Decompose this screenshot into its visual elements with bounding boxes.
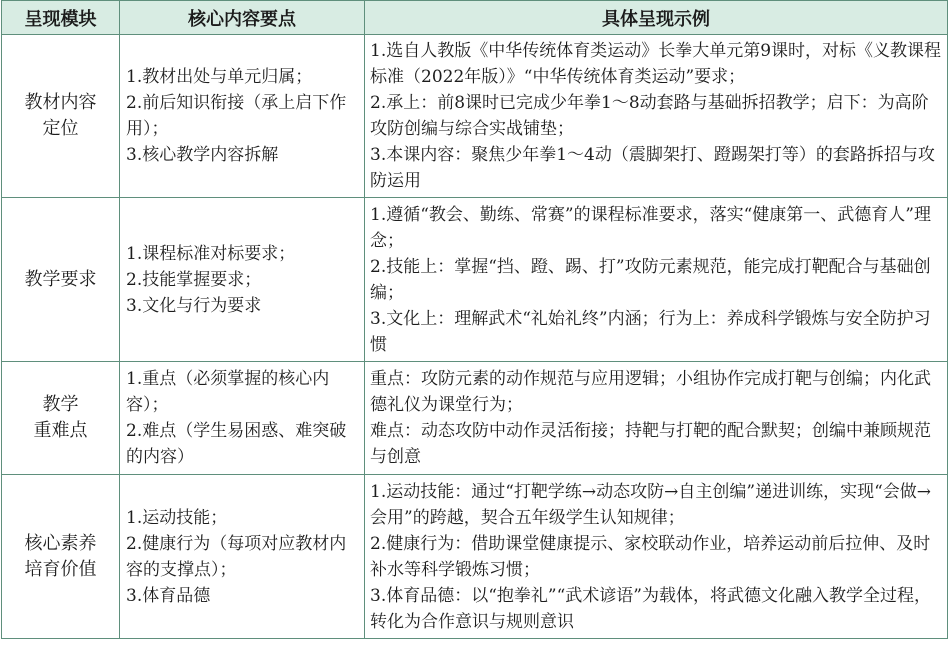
module-label: 核心素养 [24, 532, 97, 554]
core-point: 2.前后知识衔接（承上启下作用）； [126, 93, 347, 139]
header-core-points: 核心内容要点 [120, 1, 365, 35]
module-label: 教学要求 [24, 268, 97, 290]
module-cell [2, 35, 120, 198]
example-item: 1.遵循“教会、勤练、常赛”的课程标准要求，落实“健康第一、武德育人”理念； [370, 204, 931, 251]
table-row [2, 198, 948, 362]
core-point: 3.体育品德 [126, 585, 211, 606]
core-points-cell [120, 198, 365, 362]
core-point: 1.重点（必须掌握的核心内容）； [126, 369, 330, 415]
example-item: 2.技能上：掌握“挡、蹬、踢、打”攻防元素规范，能完成打靶配合与基础创编； [370, 256, 931, 303]
module-label: 重难点 [33, 420, 88, 441]
core-point: 2.健康行为（每项对应教材内容的支撑点）； [126, 533, 347, 580]
core-point: 1.教材出处与单元归属； [126, 67, 313, 87]
module-cell [2, 362, 120, 475]
example-item: 2.承上：前8课时已完成少年拳1～8动套路与基础拆招教学；启下：为高阶攻防创编与综合实战铺垫； [370, 93, 929, 139]
core-points-cell [120, 35, 365, 198]
example-item: 2.健康行为：借助课堂健康提示、家校联动作业，培养运动前后拉伸、及时补水等科学锻炼习惯； [370, 533, 931, 580]
content-table [1, 0, 948, 639]
example-cell [365, 198, 948, 362]
core-point: 2.难点（学生易困惑、难突破的内容） [126, 421, 347, 467]
core-point: 1.课程标准对标要求； [126, 243, 296, 264]
module-cell [2, 475, 120, 639]
module-label: 定位 [42, 118, 79, 139]
table-row [2, 35, 948, 198]
example-item: 1.选自人教版《中华传统体育类运动》长拳大单元第9课时，对标《义教课程标准（2022年版）》“中华传统体育类运动”要求； [370, 41, 942, 87]
header-row [2, 1, 948, 35]
header-example: 具体呈现示例 [365, 1, 948, 35]
example-item: 3.本课内容：聚焦少年拳1～4动（震脚架打、蹬踢架打等）的套路拆招与攻防运用 [370, 145, 935, 191]
example-cell [365, 362, 948, 475]
example-item: 3.体育品德：以“抱拳礼”“武术谚语”为载体，将武德文化融入教学全过程，转化为合作意识与规则意识 [370, 585, 931, 632]
table-row [2, 475, 948, 639]
example-item: 难点：动态攻防中动作灵活衔接；持靶与打靶的配合默契；创编中兼顾规范与创意 [370, 421, 931, 467]
header-module: 呈现模块 [2, 1, 120, 35]
example-item: 重点：攻防元素的动作规范与应用逻辑；小组协作完成打靶与创编；内化武德礼仪为课堂行为； [370, 369, 931, 415]
core-point: 1.运动技能； [126, 507, 228, 528]
example-item: 3.文化上：理解武术“礼始礼终”内涵；行为上：养成科学锻炼与安全防护习惯 [370, 308, 931, 355]
table-row [2, 362, 948, 475]
example-cell [365, 35, 948, 198]
module-cell [2, 198, 120, 362]
example-cell [365, 475, 948, 639]
core-points-cell [120, 475, 365, 639]
core-point: 3.文化与行为要求 [126, 295, 262, 316]
core-point: 2.技能掌握要求； [126, 269, 262, 290]
module-label: 教学 [42, 394, 79, 415]
module-label: 教材内容 [24, 92, 97, 113]
module-label: 培育价值 [24, 558, 97, 580]
core-points-cell [120, 362, 365, 475]
example-item: 1.运动技能：通过“打靶学练→动态攻防→自主创编”递进训练，实现“会做→会用”的跨越，契合五年级学生认知规律； [370, 481, 932, 528]
core-point: 3.核心教学内容拆解 [126, 145, 279, 165]
